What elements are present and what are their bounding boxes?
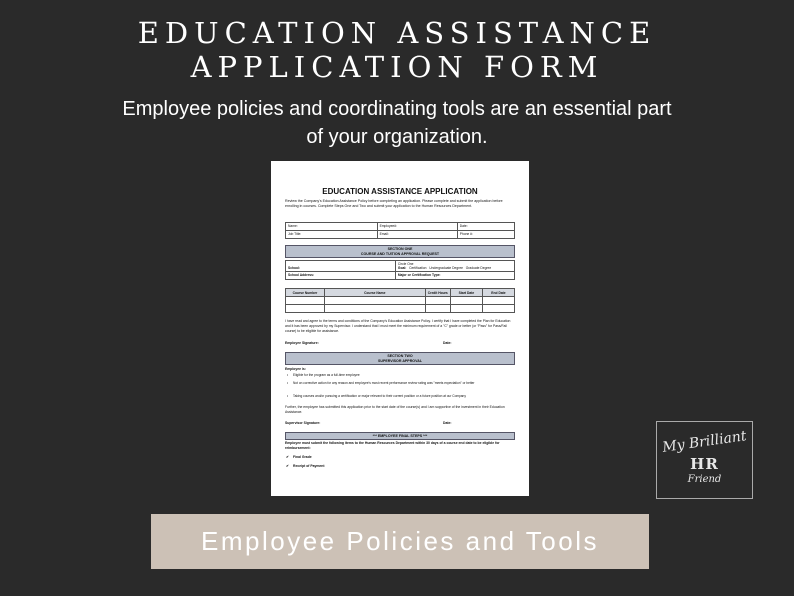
job-title-field: Job Title: bbox=[286, 231, 378, 239]
agreement-text: I have read and agree to the terms and conditions of the Company's Education Assistance Policy. I certify that I have completed the Plan for Education and it has been approved by my Supervisor. I understand that I must meet the minimum requirement of a "C" grade or better (or "Pass" for Pass/Fail course) to be eligible for assistance. bbox=[285, 319, 511, 333]
school-table bbox=[285, 260, 515, 280]
logo-line2: HR bbox=[690, 455, 719, 473]
form-document-preview bbox=[271, 161, 529, 496]
course-number-header: Course Number bbox=[286, 289, 325, 297]
name-field: Name: bbox=[286, 223, 378, 231]
subtitle-line1: Employee policies and coordinating tools are an essential part bbox=[122, 98, 672, 120]
phone-field: Phone #: bbox=[457, 231, 514, 239]
supervisor-signature-label: Supervisor Signature: bbox=[285, 421, 321, 425]
section-two-subtitle: SUPERVISOR APPROVAL bbox=[377, 358, 423, 363]
school-address-field: School Address: bbox=[286, 272, 396, 280]
section-one-header bbox=[285, 245, 515, 258]
goal-option-certification: Certification bbox=[409, 266, 427, 270]
school-field: School: bbox=[286, 261, 396, 272]
supervisor-signature-row bbox=[285, 421, 515, 425]
supervisor-date-label: Date: bbox=[443, 421, 452, 425]
start-date-header: Start Date bbox=[450, 289, 482, 297]
employee-number-field: Employee#: bbox=[377, 223, 457, 231]
logo-line1: My Brilliant bbox=[661, 428, 748, 456]
list-item: ✔ Final Grade bbox=[293, 455, 312, 459]
subtitle-line2: of your organization. bbox=[306, 126, 488, 148]
course-name-header: Course Name bbox=[324, 289, 425, 297]
section-one-title: SECTION ONE bbox=[387, 246, 413, 251]
main-title-line2: APPLICATION FORM bbox=[190, 50, 604, 84]
table-row bbox=[286, 305, 515, 313]
main-title-line1: EDUCATION ASSISTANCE bbox=[137, 16, 657, 50]
list-item: • Taking courses and/or pursuing a certification or major relevant to their current position or a future position at our Company bbox=[293, 394, 515, 399]
list-item: • Not on corrective action for any reason and employee's most recent performance review rating was "meets expectation" or better bbox=[293, 381, 515, 386]
document-title: EDUCATION ASSISTANCE APPLICATION bbox=[322, 187, 478, 196]
final-steps-header: *** EMPLOYEE FINAL STEPS *** bbox=[285, 432, 515, 440]
employee-signature-row bbox=[285, 341, 515, 345]
goal-field bbox=[395, 261, 514, 272]
goal-label: Goal: bbox=[397, 266, 407, 270]
credit-hours-header: Credit Hours bbox=[425, 289, 450, 297]
circle-one-label: Circle One bbox=[397, 262, 414, 266]
list-item: ✔ Receipt of Payment bbox=[293, 464, 324, 468]
course-table bbox=[285, 288, 515, 313]
employee-is-label: Employee is: bbox=[285, 367, 306, 371]
goal-option-graduate: Graduate Degree bbox=[465, 266, 492, 270]
employee-date-label: Date: bbox=[443, 341, 452, 345]
list-item: • Eligible for the program as a full-time employee bbox=[293, 373, 515, 378]
logo-line3: Friend bbox=[687, 474, 722, 485]
further-text: Further, the employee has submitted this application prior to the start date of the course(s) and I am supportive of the investment in their Education Assistance. bbox=[285, 405, 505, 414]
brand-logo bbox=[656, 421, 753, 499]
email-field: Email: bbox=[377, 231, 457, 239]
footer-banner: Employee Policies and Tools bbox=[151, 514, 649, 569]
end-date-header: End Date bbox=[482, 289, 514, 297]
section-two-header bbox=[285, 352, 515, 365]
section-one-subtitle: COURSE AND TUITION APPROVAL REQUEST bbox=[360, 251, 440, 256]
table-row bbox=[286, 297, 515, 305]
final-steps-text: Employee must submit the following items to the Human Resources Department within 30 days of a course end date to be eligible for reimbursement: bbox=[285, 441, 500, 450]
employee-signature-label: Employee Signature: bbox=[285, 341, 319, 345]
document-intro: Review the Company's Education Assistance Policy before completing an application. Please complete and submit the application before enrolling in courses. Complete Steps One and Two and submit your application to the Human Resources Department. bbox=[285, 199, 503, 208]
goal-option-undergraduate: Undergraduate Degree bbox=[429, 266, 463, 270]
employee-info-table bbox=[285, 222, 515, 239]
section-two-title: SECTION TWO bbox=[387, 353, 413, 358]
date-field: Date: bbox=[457, 223, 514, 231]
major-field: Major or Certification Type: bbox=[395, 272, 514, 280]
